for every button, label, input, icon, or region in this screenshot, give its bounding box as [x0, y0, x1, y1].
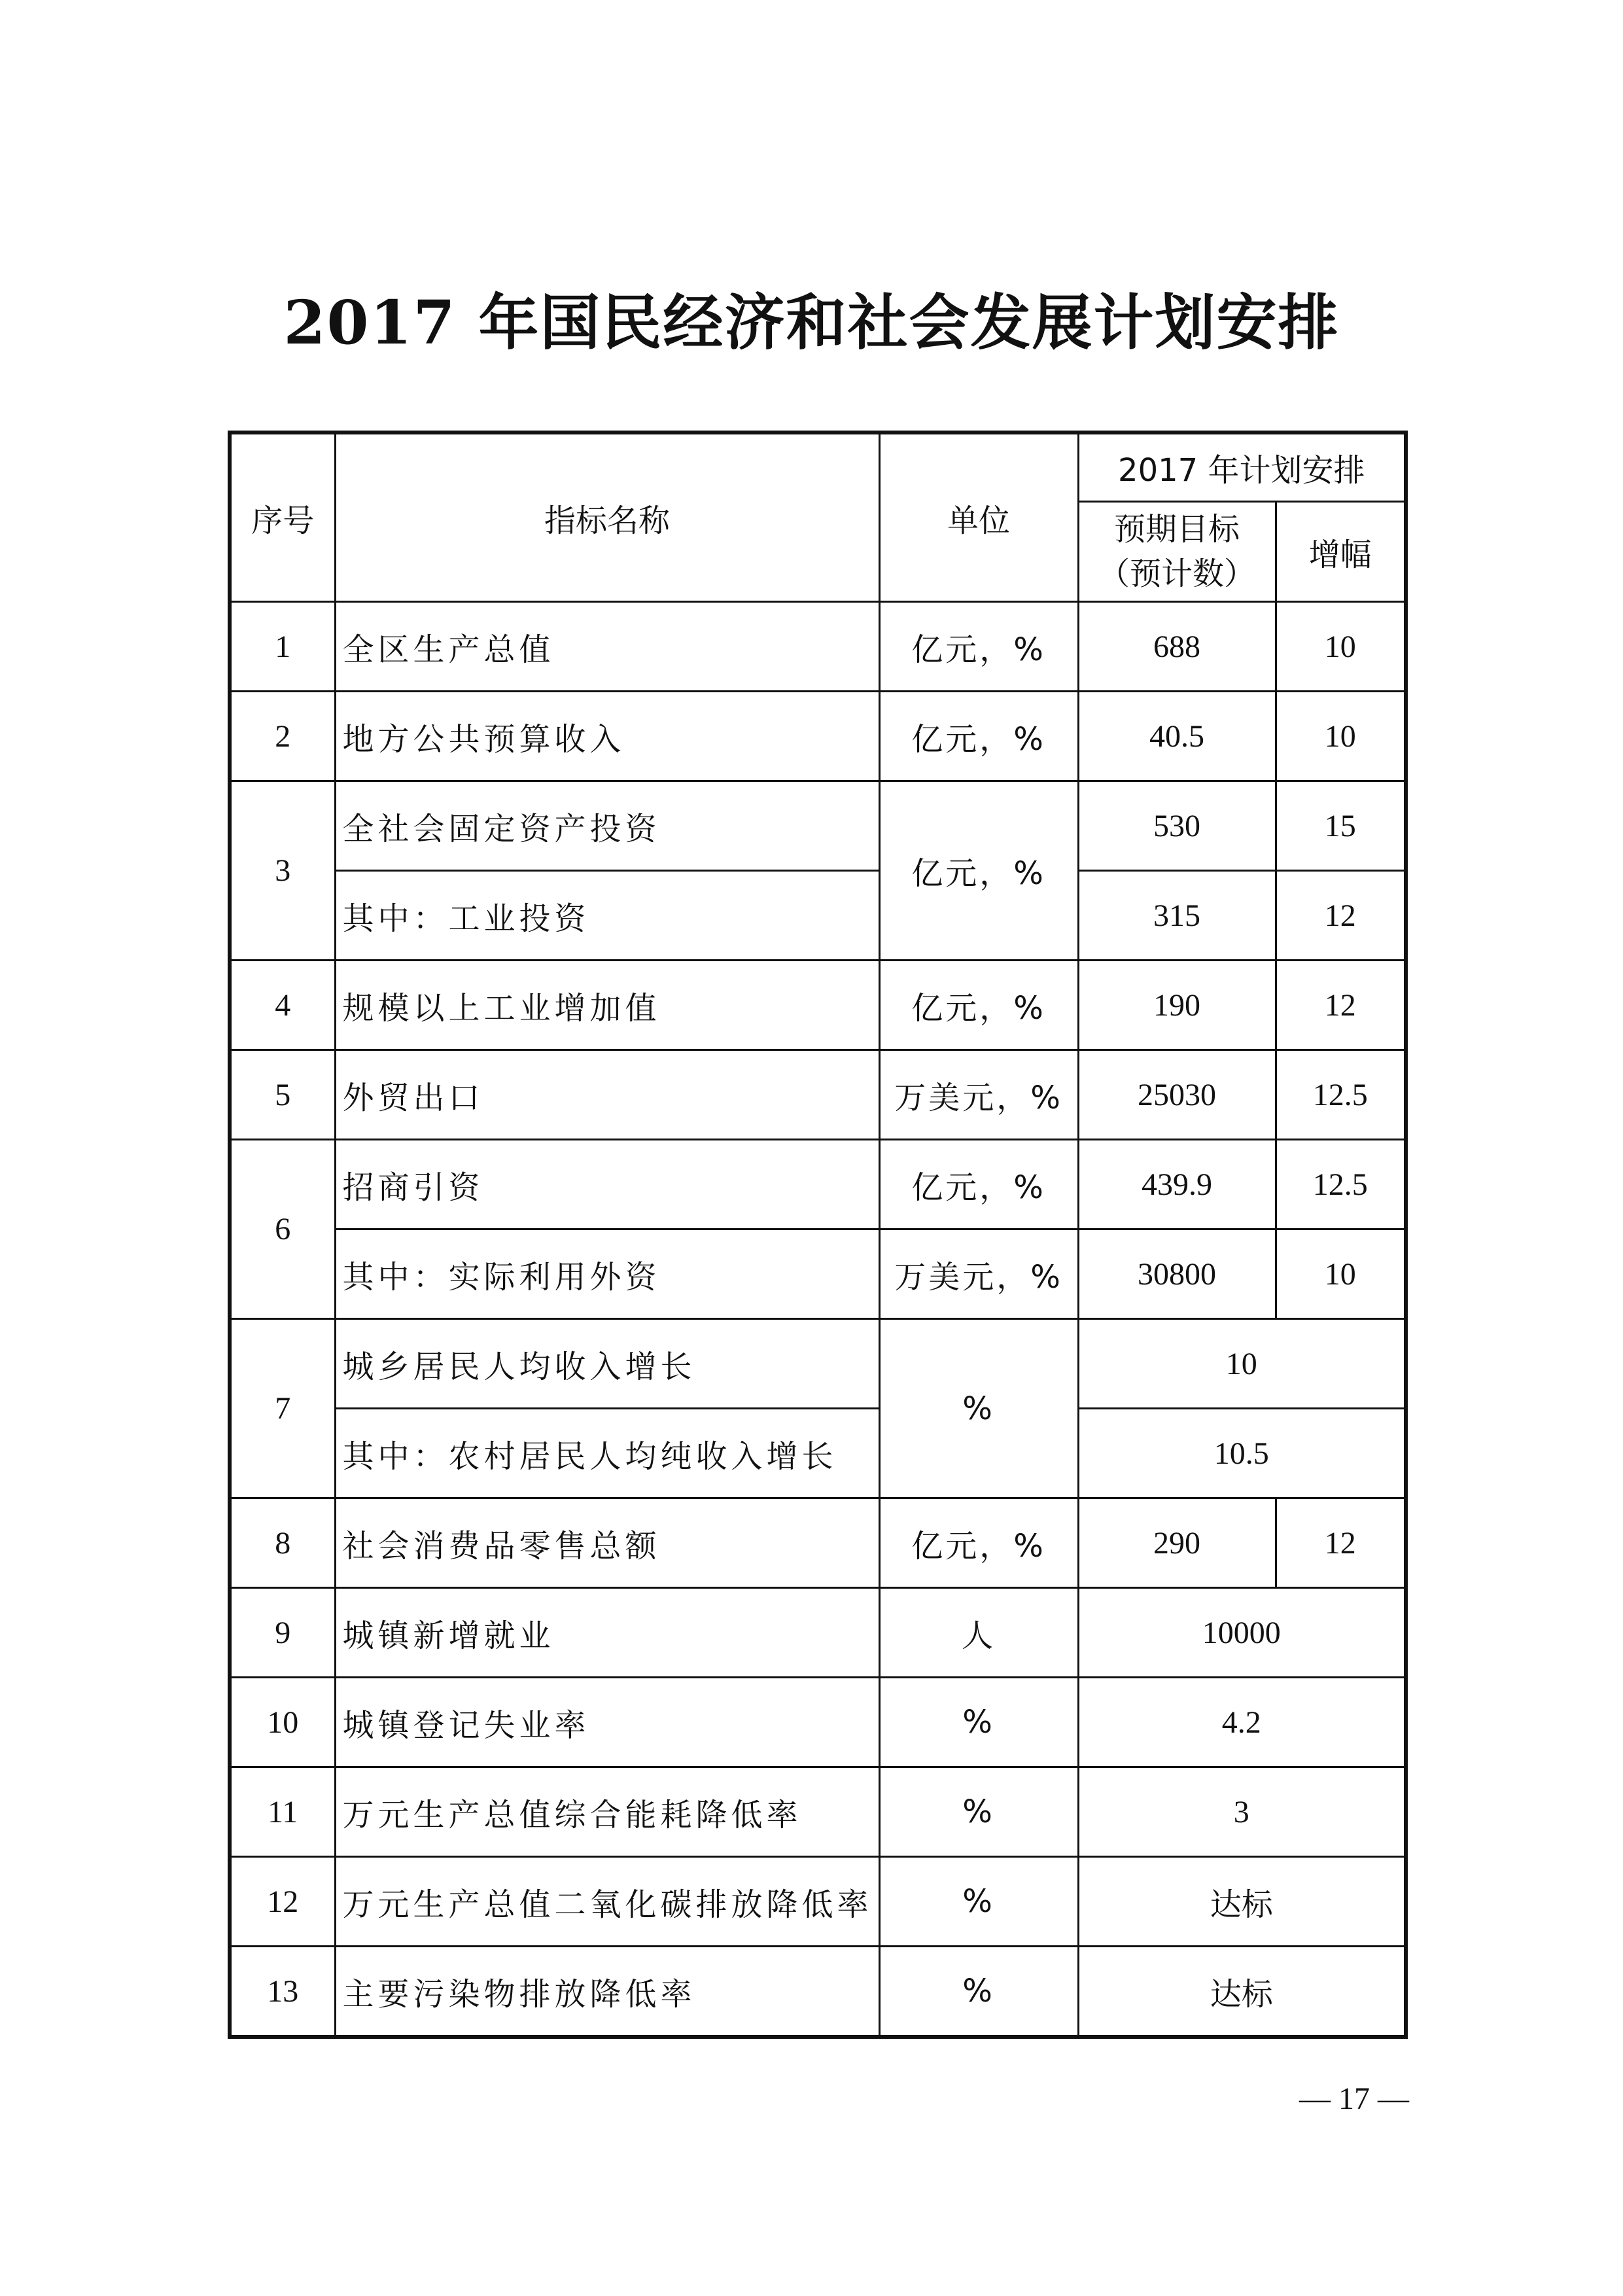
row-sub-name: 其中：工业投资 [335, 871, 879, 961]
row-name: 全社会固定资产投资 [335, 781, 879, 871]
header-target-line2: （预计数） [1098, 556, 1255, 592]
row-seq: 4 [230, 961, 335, 1050]
table-row [230, 1678, 1406, 1767]
table-row [230, 781, 1406, 871]
table-row [230, 1947, 1406, 2038]
row-unit: 亿元，% [879, 1498, 1078, 1588]
row-unit: % [879, 1857, 1078, 1947]
row-name: 外贸出口 [335, 1050, 879, 1140]
row-value: 3 [1078, 1767, 1406, 1857]
row-sub-growth: 10 [1276, 1229, 1406, 1319]
row-sub-target: 30800 [1078, 1229, 1276, 1319]
row-target: 190 [1078, 961, 1276, 1050]
row-target: 25030 [1078, 1050, 1276, 1140]
table-row [230, 1229, 1406, 1319]
row-growth: 12.5 [1276, 1140, 1406, 1229]
row-unit: % [879, 1767, 1078, 1857]
table-row [230, 1767, 1406, 1857]
table-row [230, 1140, 1406, 1229]
row-growth: 12 [1276, 961, 1406, 1050]
row-name: 招商引资 [335, 1140, 879, 1229]
row-seq: 9 [230, 1588, 335, 1678]
row-value: 4.2 [1078, 1678, 1406, 1767]
row-unit: 亿元，% [879, 602, 1078, 692]
page-title: 2017 年国民经济和社会发展计划安排 [283, 287, 1340, 358]
row-name: 万元生产总值二氧化碳排放降低率 [335, 1857, 879, 1947]
table-row [230, 871, 1406, 961]
table-row [230, 1857, 1406, 1947]
row-name: 规模以上工业增加值 [335, 961, 879, 1050]
row-value: 10 [1078, 1319, 1406, 1409]
row-name: 城乡居民人均收入增长 [335, 1319, 879, 1409]
header-target-line1: 预期目标 [1113, 511, 1240, 548]
header-unit: 单位 [879, 433, 1078, 602]
row-value: 达标 [1078, 1857, 1406, 1947]
table-row [230, 692, 1406, 781]
row-name: 主要污染物排放降低率 [335, 1947, 879, 2038]
row-name: 城镇新增就业 [335, 1588, 879, 1678]
row-unit: 亿元，% [879, 961, 1078, 1050]
row-seq: 12 [230, 1857, 335, 1947]
row-seq: 13 [230, 1947, 335, 2038]
row-target: 40.5 [1078, 692, 1276, 781]
table-row [230, 1319, 1406, 1409]
header-growth: 增幅 [1276, 502, 1406, 602]
row-unit: % [879, 1947, 1078, 2038]
header-name: 指标名称 [335, 433, 879, 602]
table-header-row [230, 433, 1406, 502]
row-name: 地方公共预算收入 [335, 692, 879, 781]
row-value: 10000 [1078, 1588, 1406, 1678]
row-target: 530 [1078, 781, 1276, 871]
row-unit: 亿元，% [879, 692, 1078, 781]
row-unit: 人 [879, 1588, 1078, 1678]
plan-table [228, 431, 1408, 2039]
table-row [230, 1588, 1406, 1678]
row-seq: 7 [230, 1319, 335, 1498]
row-unit: 万美元，% [879, 1050, 1078, 1140]
table-row [230, 1050, 1406, 1140]
row-unit: % [879, 1319, 1078, 1498]
row-growth: 10 [1276, 692, 1406, 781]
row-growth: 10 [1276, 602, 1406, 692]
row-seq: 8 [230, 1498, 335, 1588]
row-seq: 2 [230, 692, 335, 781]
row-growth: 12.5 [1276, 1050, 1406, 1140]
row-name: 社会消费品零售总额 [335, 1498, 879, 1588]
row-name: 万元生产总值综合能耗降低率 [335, 1767, 879, 1857]
table-row [230, 602, 1406, 692]
row-target: 439.9 [1078, 1140, 1276, 1229]
row-seq: 11 [230, 1767, 335, 1857]
row-unit: % [879, 1678, 1078, 1767]
row-growth: 15 [1276, 781, 1406, 871]
row-name: 城镇登记失业率 [335, 1678, 879, 1767]
row-value: 达标 [1078, 1947, 1406, 2038]
row-seq: 3 [230, 781, 335, 961]
row-seq: 10 [230, 1678, 335, 1767]
table-row [230, 1498, 1406, 1588]
table-row [230, 961, 1406, 1050]
row-unit: 亿元，% [879, 1140, 1078, 1229]
row-sub-name: 其中：农村居民人均纯收入增长 [335, 1409, 879, 1498]
row-sub-target: 315 [1078, 871, 1276, 961]
table-row [230, 1409, 1406, 1498]
row-sub-value: 10.5 [1078, 1409, 1406, 1498]
row-target: 290 [1078, 1498, 1276, 1588]
header-target [1078, 502, 1276, 602]
row-unit: 亿元，% [879, 781, 1078, 961]
row-sub-growth: 12 [1276, 871, 1406, 961]
row-seq: 6 [230, 1140, 335, 1319]
row-target: 688 [1078, 602, 1276, 692]
row-sub-unit: 万美元，% [879, 1229, 1078, 1319]
row-sub-name: 其中：实际利用外资 [335, 1229, 879, 1319]
row-name: 全区生产总值 [335, 602, 879, 692]
row-seq: 1 [230, 602, 335, 692]
row-growth: 12 [1276, 1498, 1406, 1588]
row-seq: 5 [230, 1050, 335, 1140]
header-seq: 序号 [230, 433, 335, 602]
page-number: — 17 — [1299, 2081, 1409, 2116]
header-plan: 2017 年计划安排 [1078, 433, 1406, 502]
